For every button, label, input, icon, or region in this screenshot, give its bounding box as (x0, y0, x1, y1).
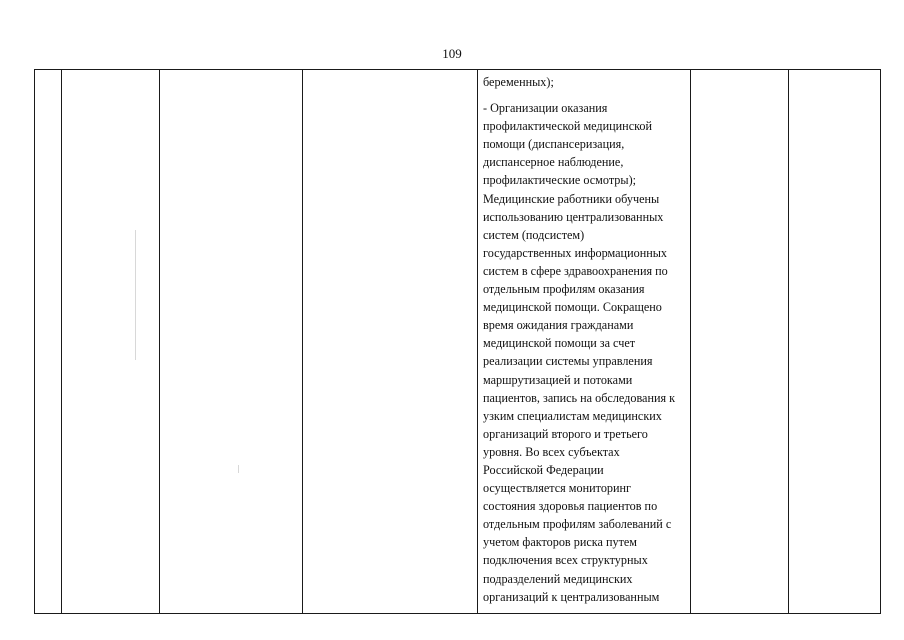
text-line: Медицинские работники обучены (483, 191, 660, 206)
text-line: систем (подсистем) (483, 227, 585, 242)
text-line: Российской Федерации (483, 462, 604, 477)
text-line: уровня. Во всех субъектах (483, 444, 620, 459)
text-line: реализации системы управления (483, 354, 653, 369)
text-line: организаций к централизованным (483, 589, 660, 604)
text-line: учетом факторов риска путем (483, 535, 638, 550)
column-divider-2 (159, 70, 160, 613)
text-line: государственных информационных (483, 245, 668, 260)
text-line: профилактические осмотры); (483, 173, 637, 188)
text-line: состояния здоровья пациентов по (483, 499, 658, 514)
text-line: отдельным профилям заболеваний с (483, 517, 672, 532)
text-line: профилактической медицинской (483, 119, 653, 134)
text-line: медицинской помощи за счет (483, 336, 636, 351)
scan-artifact (135, 230, 136, 360)
table-cell-description (483, 73, 695, 606)
text-line: использованию централизованных (483, 209, 664, 224)
text-line: осуществляется мониторинг (483, 481, 632, 496)
column-divider-6 (788, 70, 789, 613)
column-divider-1 (61, 70, 62, 613)
column-divider-4 (477, 70, 478, 613)
page-number: 109 (442, 46, 462, 61)
text-line: узким специалистам медицинских (483, 408, 662, 423)
text-line: - Организации оказания (483, 101, 608, 116)
text-line: отдельным профилям оказания (483, 282, 645, 297)
text-line: медицинской помощи. Сокращено (483, 300, 662, 315)
text-line: систем в сфере здравоохранения по (483, 263, 668, 278)
scan-artifact (238, 465, 239, 473)
text-line: пациентов, запись на обследования к (483, 390, 676, 405)
text-line: помощи (диспансеризация, (483, 137, 625, 152)
text-line: маршрутизацией и потоками (483, 372, 633, 387)
table (34, 69, 881, 614)
text-line: подразделений медицинских (483, 571, 633, 586)
column-divider-3 (302, 70, 303, 613)
text-line: подключения всех структурных (483, 553, 648, 568)
text-line: время ожидания гражданами (483, 318, 634, 333)
text-line: беременных); (483, 75, 554, 89)
text-line: организаций второго и третьего (483, 426, 648, 441)
paragraph (483, 99, 695, 606)
paragraph (483, 73, 695, 91)
text-line: диспансерное наблюдение, (483, 155, 624, 170)
